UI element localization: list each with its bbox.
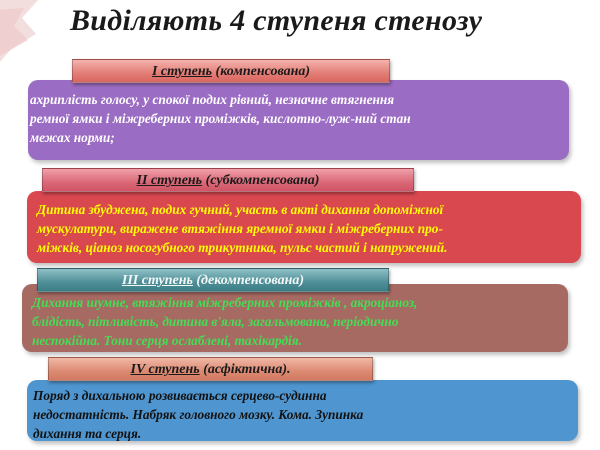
stage-1-label-main: І ступень [151, 64, 213, 79]
stage-3-label-main: ІІІ ступень [121, 273, 193, 288]
stage-3-text [32, 293, 417, 350]
stage-1-line-1: ахриплість голосу, у спокої подих рівний, незначне втягнення [30, 92, 395, 107]
stage-2-line-2: мускулатури, виражене втяжіння яремної ямки і міжреберних про- [37, 221, 443, 236]
stage-3-line-3: неспокійна. Тони серця ослаблені, тахікардія. [32, 333, 302, 348]
stage-2-text [37, 200, 447, 257]
corner-decoration [0, 0, 70, 70]
stage-4-label [48, 357, 373, 381]
stage-4-line-1: Поряд з дихальною розвивається серцево-судинна [33, 388, 327, 403]
stage-4-label-rest: (асфіктична). [199, 362, 291, 377]
slide-title: Виділяють 4 ступеня стенозу [70, 4, 483, 37]
stage-1-label-rest: (компенсована) [212, 64, 311, 79]
stage-1-text [30, 90, 411, 147]
stage-2-panel [27, 191, 581, 263]
stage-4-text [33, 386, 363, 441]
stage-4-panel [27, 380, 578, 441]
stage-2-line-3: міжків, ціаноз носогубного трикутника, пульс частий і напружений. [37, 240, 448, 255]
stage-3-label-rest: (декомпенсована) [192, 273, 305, 288]
stage-1-line-3: межах норми; [30, 130, 115, 145]
stage-3-panel [22, 284, 568, 352]
stage-2-line-1: Дитина збуджена, подих гучний, участь в акті дихання допоміжної [37, 202, 444, 217]
stage-2-label [42, 168, 414, 192]
stage-1-line-2: ремної ямки і міжреберних проміжків, кислотно-луж-ний стан [30, 111, 411, 126]
stage-3-line-1: Дихання шумне, втяжіння міжреберних проміжків , акроціаноз, [32, 295, 418, 310]
stage-4-line-3: дихання та серця. [33, 426, 142, 441]
stage-3-label [37, 268, 389, 292]
stage-2-label-rest: (субкомпенсована) [202, 173, 320, 188]
stage-2-label-main: ІІ ступень [136, 173, 203, 188]
stage-1-panel [28, 80, 569, 160]
stage-4-label-main: ІV ступень [130, 362, 200, 377]
stage-1-label [72, 59, 390, 83]
stage-3-line-2: блідість, пітливість, дитина в'яла, загальмована, періодично [32, 314, 399, 329]
stage-4-line-2: недостатність. Набряк головного мозку. Кома. Зупинка [33, 407, 364, 422]
